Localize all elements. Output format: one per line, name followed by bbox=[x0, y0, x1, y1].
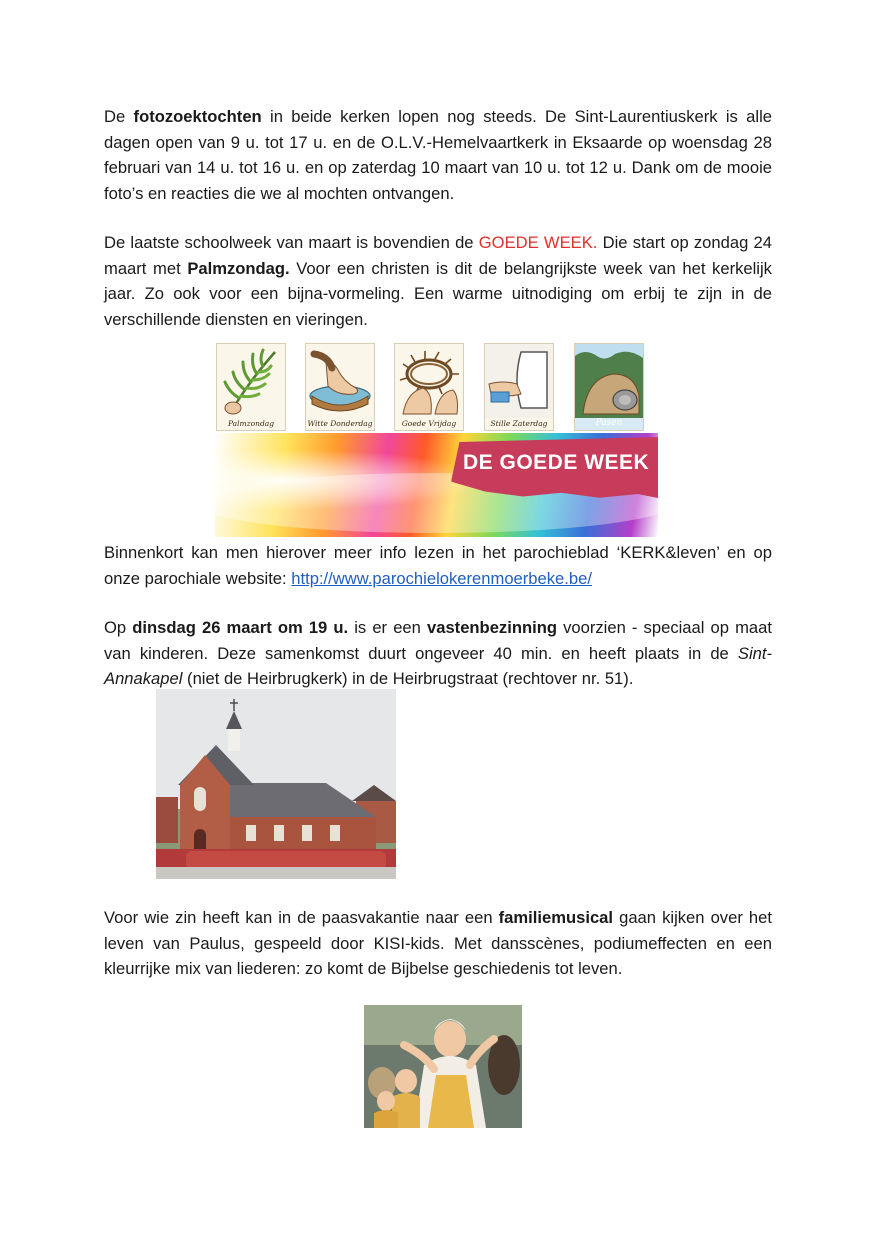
goede-vrijdag-pictogram bbox=[394, 343, 464, 431]
parish-website-link[interactable]: http://www.parochielokerenmoerbeke.be/ bbox=[291, 568, 592, 588]
goede-week-paragraph: De laatste schoolweek van maart is bovendien de GOEDE WEEK. Die start op zondag 24 maart met Palmzondag. Voor een christen is dit de belangrijkste week van het kerkelijk jaar. Zo ook voor een bijna-vormeling. Een warme uitnodiging om erbij te zijn in de verschillende diensten en vieringen. bbox=[104, 233, 773, 329]
icon-caption: Palmzondag bbox=[227, 419, 275, 428]
stille-zaterdag-pictogram bbox=[484, 343, 554, 431]
palmzondag-bold: Palmzondag. bbox=[187, 258, 290, 278]
fotozoektochten-paragraph: De fotozoektochten in beide kerken lopen nog steeds. De Sint-Laurentiuskerk is alle dagen open van 9 u. tot 17 u. en de O.L.V.-Hemelvaartkerk in Eksaarde op woensdag 28 februari van 14 u. tot 16 u. en op zaterdag 10 maart van 10 u. tot 12 u. Dank om de mooie foto’s en reacties die we al mochten ontvangen. bbox=[104, 107, 773, 203]
kisi-kids-musical-photo bbox=[364, 1005, 522, 1128]
date-bold: dinsdag 26 maart om 19 u. bbox=[132, 618, 349, 637]
banner-title: DE GOEDE WEEK bbox=[463, 451, 650, 474]
parochieblad-paragraph: Binnenkort kan men hierover meer info lezen in het parochieblad ‘KERK&leven’ en op onze parochiale website: http://www.parochielokerenmoerbeke.be/ bbox=[104, 543, 772, 588]
crown-of-thorns-icon bbox=[395, 344, 463, 418]
fotozoektochten-bold: fotozoektochten bbox=[133, 107, 262, 126]
vastenbezinning-paragraph: Op dinsdag 26 maart om 19 u. is er een vastenbezinning voorzien - speciaal op maat van kinderen. Deze samenkomst duurt ongeveer 40 min. en heeft plaats in de Sint-Annakapel (niet de Heirbrugkerk) in de Heirbrugstraat (rechtover nr. 51). bbox=[104, 618, 772, 688]
sint-annakapel-italic: Sint-Annakapel bbox=[104, 643, 772, 688]
tomb-icon bbox=[485, 344, 553, 418]
foot-washing-icon bbox=[306, 344, 374, 418]
familiemusical-bold: familiemusical bbox=[498, 908, 614, 927]
palm-branch-icon bbox=[217, 344, 285, 418]
icon-caption: Stille Zaterdag bbox=[490, 419, 548, 428]
icon-caption: Goede Vrijdag bbox=[401, 419, 457, 428]
goede-week-highlight: GOEDE WEEK. bbox=[478, 233, 598, 252]
empty-tomb-icon bbox=[575, 344, 643, 418]
familiemusical-paragraph: Voor wie zin heeft kan in de paasvakantie naar een familiemusical gaan kijken over het leven van Paulus, gespeeld door KISI-kids. Met dansscènes, podiumeffecten en een kleurrijke mix van liederen: zo komt de Bijbelse geschiedenis tot leven. bbox=[104, 908, 772, 978]
pasen-pictogram bbox=[574, 343, 644, 431]
witte-donderdag-pictogram bbox=[305, 343, 375, 431]
palmzondag-pictogram bbox=[216, 343, 286, 431]
sint-annakapel-photo bbox=[156, 689, 396, 879]
goede-week-banner bbox=[215, 433, 658, 537]
icon-caption: Witte Donderdag bbox=[307, 419, 373, 428]
vastenbezinning-bold: vastenbezinning bbox=[426, 618, 557, 637]
icon-caption: Pasen bbox=[595, 418, 623, 428]
